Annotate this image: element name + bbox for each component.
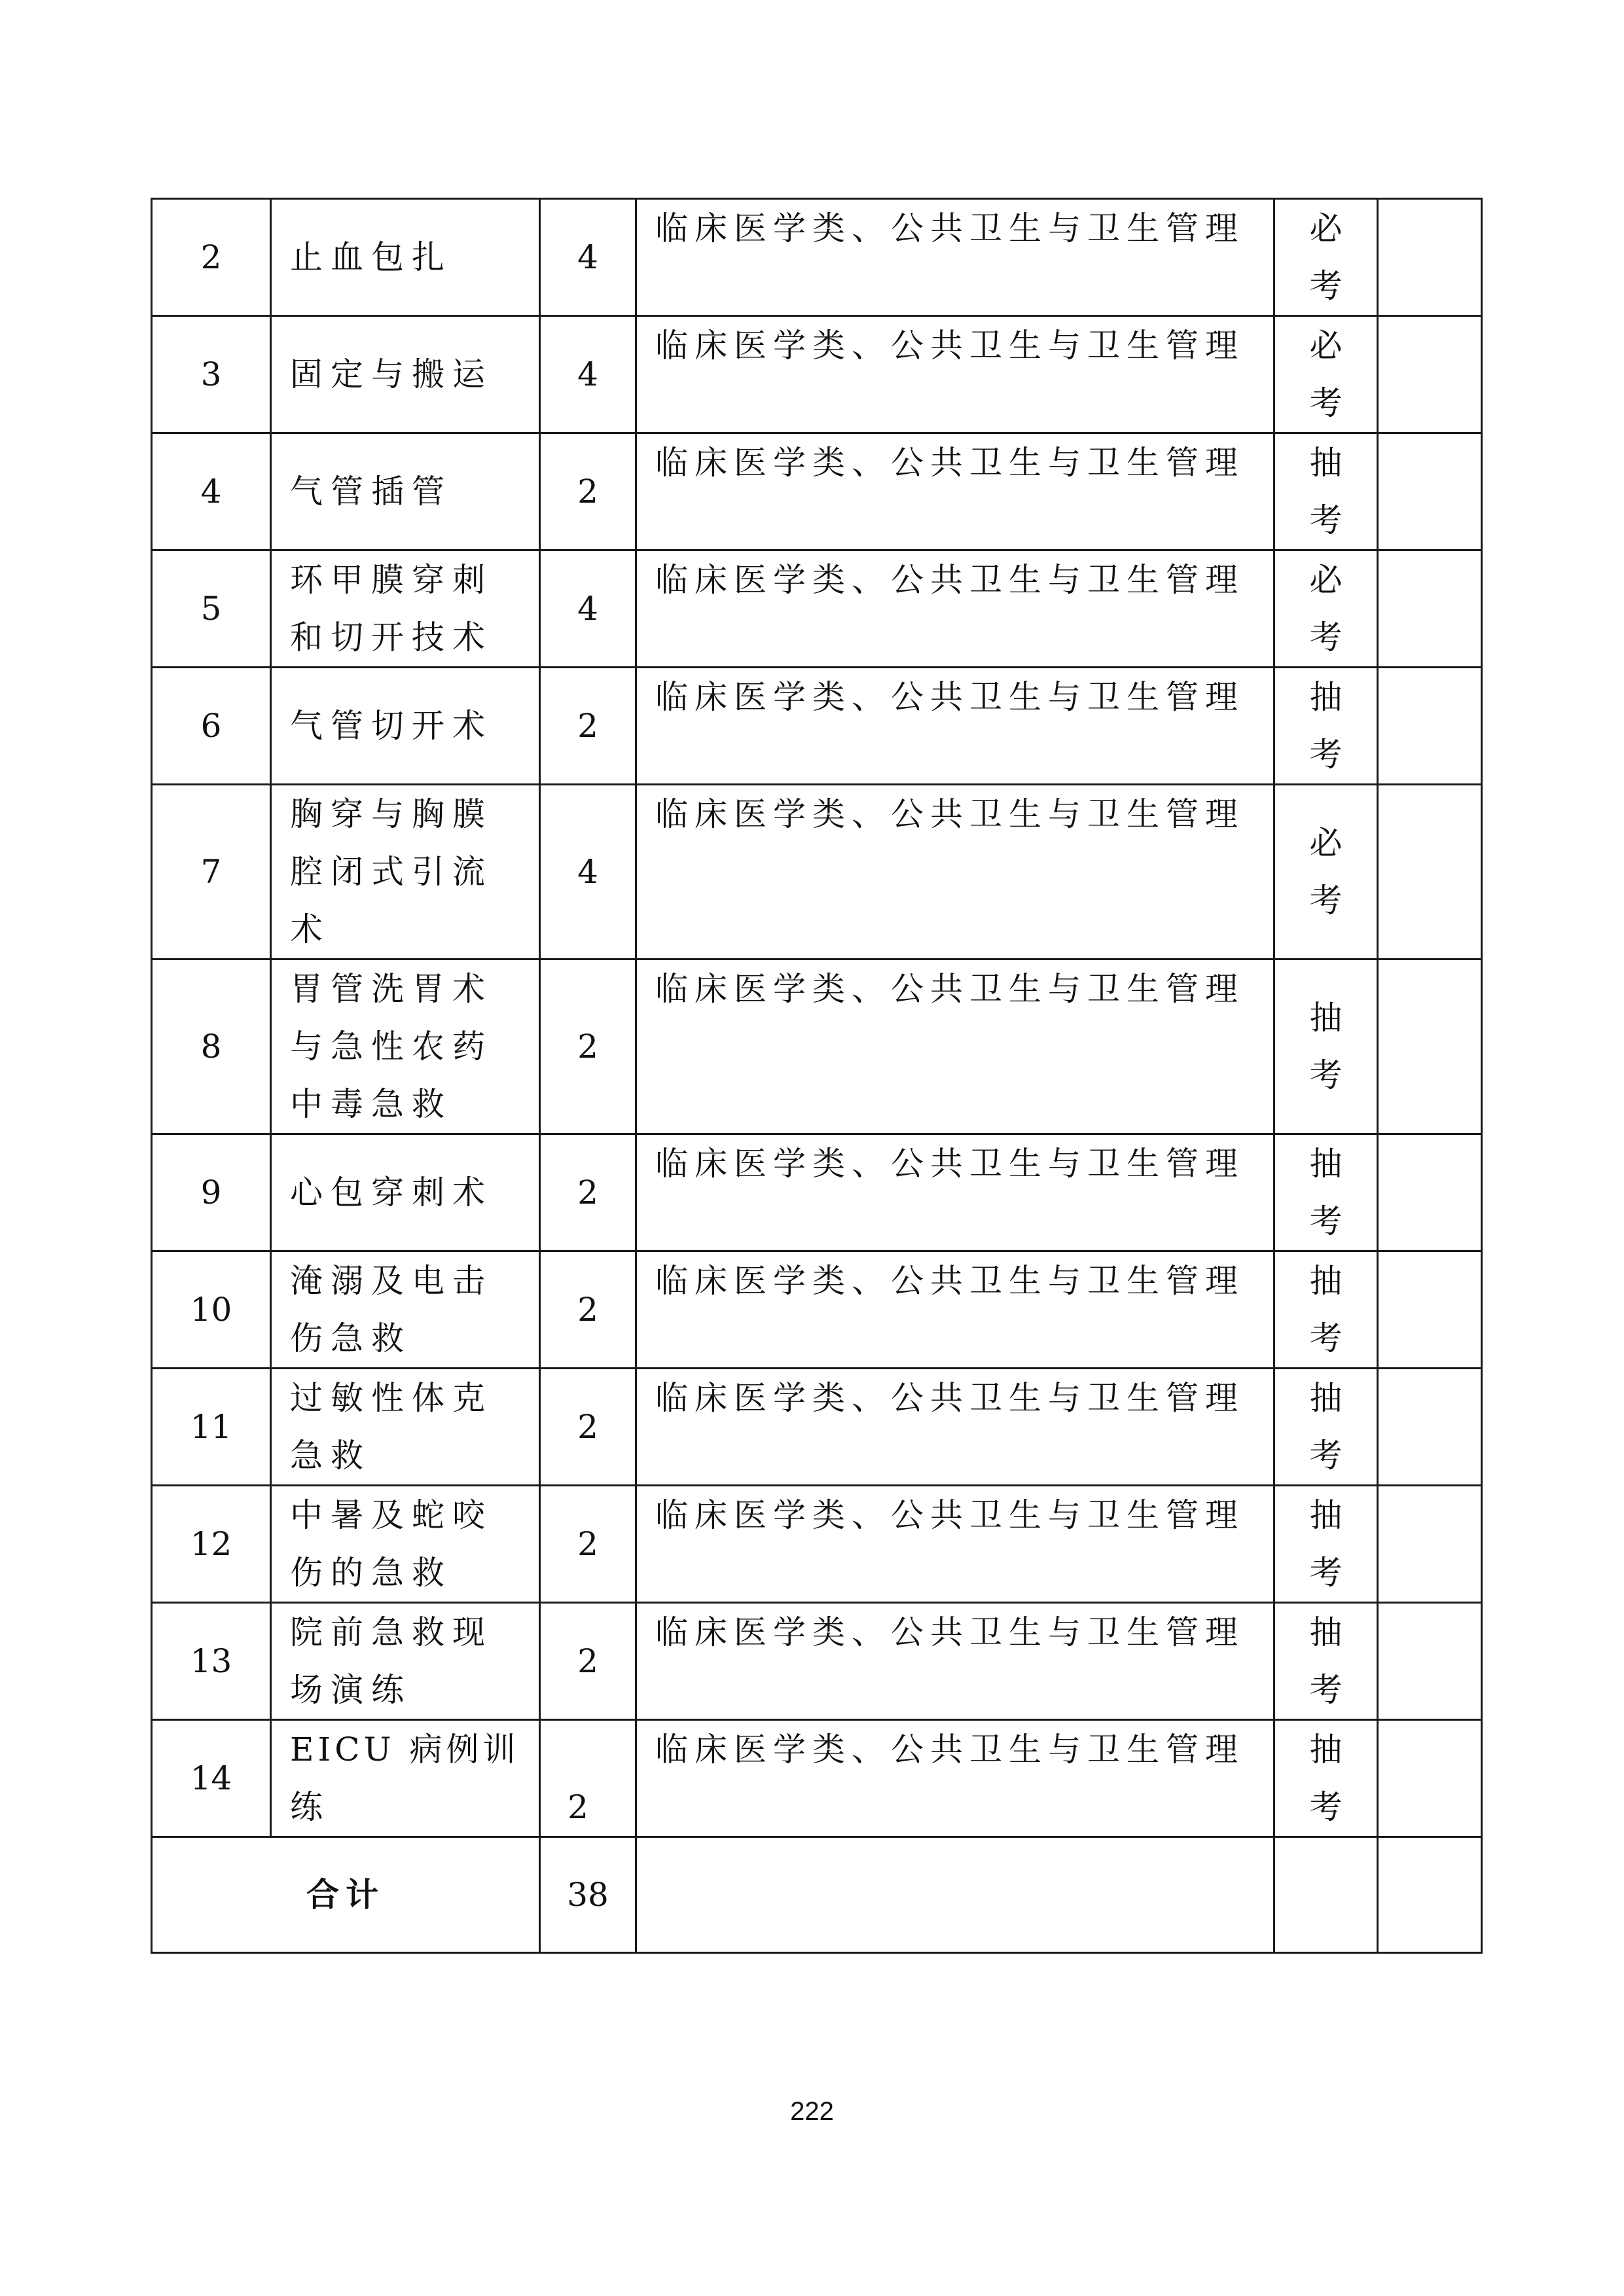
- note-cell: [1378, 668, 1482, 785]
- table-row: [152, 1720, 1482, 1837]
- table-row: [152, 960, 1482, 1134]
- course-hours: 2: [540, 433, 636, 550]
- table-row: [152, 433, 1482, 550]
- table-row: [152, 668, 1482, 785]
- row-number: 9: [152, 1134, 271, 1251]
- table-row: [152, 199, 1482, 316]
- table-row: [152, 550, 1482, 668]
- note-cell: [1378, 785, 1482, 960]
- course-item-name: 环甲膜穿刺和切开技术: [271, 550, 540, 668]
- course-item-name: 胃管洗胃术与急性农药中毒急救: [271, 960, 540, 1134]
- exam-type: 必考: [1309, 209, 1343, 305]
- applicable-major: 临床医学类、公共卫生与卫生管理: [636, 316, 1274, 433]
- total-type-empty: [1274, 1837, 1378, 1953]
- course-item-name: 心包穿刺术: [271, 1134, 540, 1251]
- course-item-name: 止血包扎: [271, 199, 540, 316]
- exam-type: 抽考: [1309, 678, 1343, 774]
- total-label: 合计: [152, 1837, 540, 1953]
- note-cell: [1378, 960, 1482, 1134]
- table-row: [152, 1251, 1482, 1369]
- applicable-major: 临床医学类、公共卫生与卫生管理: [636, 1603, 1274, 1720]
- course-hours: 2: [540, 1134, 636, 1251]
- applicable-major: 临床医学类、公共卫生与卫生管理: [636, 550, 1274, 668]
- course-hours: 2: [540, 668, 636, 785]
- applicable-major: 临床医学类、公共卫生与卫生管理: [636, 1720, 1274, 1837]
- row-number: 12: [152, 1486, 271, 1603]
- exam-type: 抽考: [1309, 1731, 1343, 1826]
- course-hours: 2: [540, 1603, 636, 1720]
- note-cell: [1378, 1486, 1482, 1603]
- table-row: [152, 316, 1482, 433]
- row-number: 11: [152, 1369, 271, 1486]
- row-number: 7: [152, 785, 271, 960]
- course-hours: 4: [540, 550, 636, 668]
- course-hours: 2: [540, 1369, 636, 1486]
- exam-type-cell: [1274, 550, 1378, 668]
- applicable-major: 临床医学类、公共卫生与卫生管理: [636, 1251, 1274, 1369]
- exam-type-cell: [1274, 1251, 1378, 1369]
- exam-type-cell: [1274, 960, 1378, 1134]
- course-hours: 2: [540, 960, 636, 1134]
- note-cell: [1378, 550, 1482, 668]
- exam-type-cell: [1274, 316, 1378, 433]
- row-number: 4: [152, 433, 271, 550]
- course-hours: 2: [540, 1486, 636, 1603]
- exam-type: 必考: [1309, 824, 1343, 920]
- note-cell: [1378, 316, 1482, 433]
- note-cell: [1378, 1251, 1482, 1369]
- total-note-empty: [1378, 1837, 1482, 1953]
- note-cell: [1378, 1720, 1482, 1837]
- exam-type-cell: [1274, 433, 1378, 550]
- row-number: 2: [152, 199, 271, 316]
- course-hours: 2: [568, 1788, 588, 1826]
- course-item-name: 过敏性体克急救: [271, 1369, 540, 1486]
- exam-type: 抽考: [1309, 1145, 1343, 1240]
- exam-type-cell: [1274, 1369, 1378, 1486]
- course-hours-cell: [540, 1720, 636, 1837]
- course-item-name: 气管切开术: [271, 668, 540, 785]
- applicable-major: 临床医学类、公共卫生与卫生管理: [636, 199, 1274, 316]
- table-row: [152, 1603, 1482, 1720]
- total-hours: 38: [540, 1837, 636, 1953]
- applicable-major: 临床医学类、公共卫生与卫生管理: [636, 433, 1274, 550]
- exam-type-cell: [1274, 785, 1378, 960]
- exam-type-cell: [1274, 1134, 1378, 1251]
- course-hours: 4: [540, 199, 636, 316]
- note-cell: [1378, 433, 1482, 550]
- exam-type-cell: [1274, 1486, 1378, 1603]
- table-row: [152, 1134, 1482, 1251]
- table-row: [152, 1486, 1482, 1603]
- applicable-major: 临床医学类、公共卫生与卫生管理: [636, 668, 1274, 785]
- table-row: [152, 785, 1482, 960]
- exam-type: 抽考: [1309, 999, 1343, 1094]
- row-number: 6: [152, 668, 271, 785]
- exam-type: 必考: [1309, 327, 1343, 422]
- row-number: 10: [152, 1251, 271, 1369]
- exam-type-cell: [1274, 668, 1378, 785]
- course-item-name: 气管插管: [271, 433, 540, 550]
- row-number: 8: [152, 960, 271, 1134]
- course-hours: 2: [540, 1251, 636, 1369]
- applicable-major: 临床医学类、公共卫生与卫生管理: [636, 1134, 1274, 1251]
- course-item-name: 淹溺及电击伤急救: [271, 1251, 540, 1369]
- row-number: 5: [152, 550, 271, 668]
- course-item-name: 固定与搬运: [271, 316, 540, 433]
- row-number: 3: [152, 316, 271, 433]
- total-major-empty: [636, 1837, 1274, 1953]
- row-number: 13: [152, 1603, 271, 1720]
- course-table: [151, 198, 1483, 1954]
- course-item-name: 中暑及蛇咬伤的急救: [271, 1486, 540, 1603]
- exam-type: 抽考: [1309, 1262, 1343, 1357]
- exam-type: 抽考: [1309, 1496, 1343, 1592]
- note-cell: [1378, 1134, 1482, 1251]
- row-number: 14: [152, 1720, 271, 1837]
- exam-type-cell: [1274, 199, 1378, 316]
- total-row: [152, 1837, 1482, 1953]
- exam-type-cell: [1274, 1603, 1378, 1720]
- course-item-name: 院前急救现场演练: [271, 1603, 540, 1720]
- course-item-name: EICU 病例训练: [271, 1720, 540, 1837]
- exam-type: 抽考: [1309, 444, 1343, 539]
- course-hours: 4: [540, 785, 636, 960]
- applicable-major: 临床医学类、公共卫生与卫生管理: [636, 1486, 1274, 1603]
- course-item-name: 胸穿与胸膜腔闭式引流术: [271, 785, 540, 960]
- exam-type: 抽考: [1309, 1379, 1343, 1475]
- note-cell: [1378, 1603, 1482, 1720]
- exam-type-cell: [1274, 1720, 1378, 1837]
- page-number: 222: [790, 2097, 834, 2126]
- note-cell: [1378, 1369, 1482, 1486]
- exam-type: 抽考: [1309, 1613, 1343, 1709]
- course-hours: 4: [540, 316, 636, 433]
- applicable-major: 临床医学类、公共卫生与卫生管理: [636, 960, 1274, 1134]
- applicable-major: 临床医学类、公共卫生与卫生管理: [636, 1369, 1274, 1486]
- table-row: [152, 1369, 1482, 1486]
- applicable-major: 临床医学类、公共卫生与卫生管理: [636, 785, 1274, 960]
- note-cell: [1378, 199, 1482, 316]
- exam-type: 必考: [1309, 561, 1343, 656]
